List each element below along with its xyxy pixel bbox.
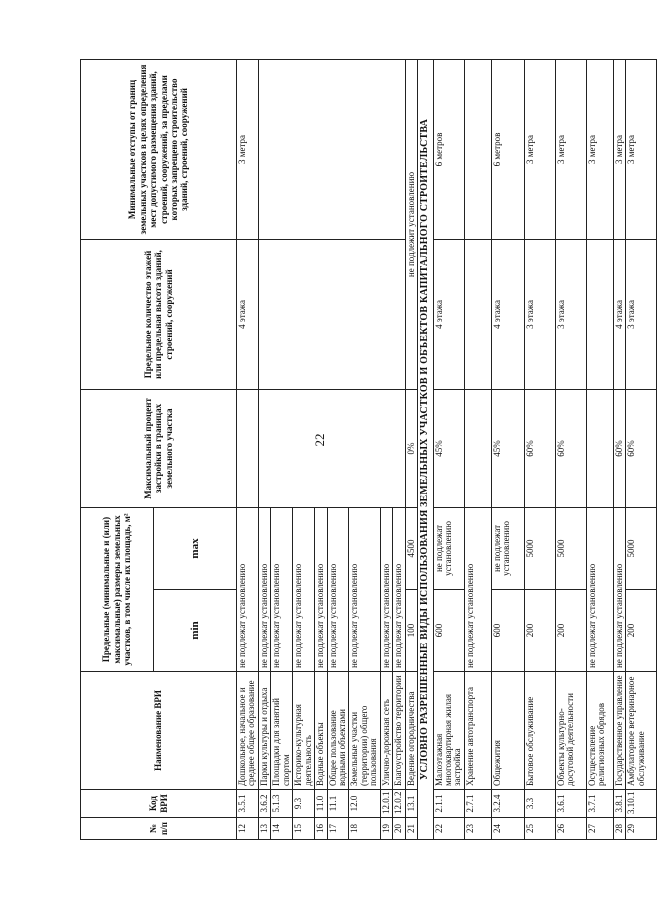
cell-setback [464,59,491,239]
cell-area: не подлежат установлению [349,507,380,671]
cell-num: 29 [626,818,657,840]
cell-name: Водные объекты [315,672,327,790]
cell-name: Бытовое обслуживание [524,672,555,790]
cell-name: Улично-дорожная сеть [380,672,392,790]
cell-setback: 3 метра [237,59,259,239]
cell-name: Ведение огородничества [405,672,417,790]
cell-code: 12.0 [349,790,380,818]
cell-area: не подлежат установлению [237,507,259,671]
cell-min: 100 [405,590,417,672]
cell-floors: 4 этажа [491,239,524,389]
cell-num: 12 [237,818,259,840]
cell-code: 3.7.1 [586,790,613,818]
cell-name: Историко-культурная деятельность [293,672,315,790]
table-row [491,59,524,839]
cell-num: 22 [433,818,464,840]
header-min: min [154,590,237,672]
cell-name: Площадки для занятий спортом [271,672,293,790]
cell-min: 200 [524,590,555,672]
cell-name: Малоэтажная многоквартирная жилая застройка [433,672,464,790]
cell-code: 3.5.1 [237,790,259,818]
cell-num: 14 [271,818,293,840]
cell-name: Парки культуры и отдыха [258,672,270,790]
cell-name: Дошкольное, начальное и среднее общее образование [237,672,259,790]
cell-area: не подлежат установлению [315,507,327,671]
cell-floors [464,239,491,389]
table-row [613,59,625,839]
cell-num: 21 [405,818,417,840]
cell-setback: 3 метра [613,59,625,239]
cell-min: 200 [555,590,586,672]
cell-name: Земельные участки (территории) общего пользования [349,672,380,790]
cell-num: 19 [380,818,392,840]
cell-area: не подлежат установлению [380,507,392,671]
cell-floors [586,239,613,389]
header-percent: Максимальный процент застройки в границах земельного участка [81,389,237,507]
cell-percent [464,389,491,507]
cell-code: 3.6.1 [555,790,586,818]
table-row [626,59,657,839]
cell-floors-setback: не подлежит установлению [405,59,417,389]
zoning-table [80,59,657,840]
cell-percent: 45% [491,389,524,507]
table-row [258,59,270,839]
header-num: № п/п [81,818,237,840]
cell-name: Осуществление религиозных обрядов [586,672,613,790]
table-row [524,59,555,839]
cell-code: 3.3 [524,790,555,818]
cell-percent: 60% [613,389,625,507]
table-row [464,59,491,839]
cell-num: 16 [315,818,327,840]
cell-num: 24 [491,818,524,840]
cell-max: 4500 [405,507,417,589]
cell-code: 3.6.2 [258,790,270,818]
cell-setback: 3 метра [524,59,555,239]
cell-num: 18 [349,818,380,840]
cell-name: Государственное управление [613,672,625,790]
cell-num: 13 [258,818,270,840]
cell-code: 12.0.1 [380,790,392,818]
cell-area: не подлежат установлению [271,507,293,671]
cell-floors: 4 этажа [433,239,464,389]
cell-floors: 4 этажа [613,239,625,389]
cell-area: не подлежат установлению [327,507,349,671]
cell-num: 28 [613,818,625,840]
cell-code: 2.1.1 [433,790,464,818]
cell-code: 3.10.1 [626,790,657,818]
section-header-row [418,59,434,839]
cell-code: 2.7.1 [464,790,491,818]
cell-percent: 0% [405,389,417,507]
table-row [405,59,417,839]
header-setback: Минимальные отступы от границ земельных участков в целях определения мест допустимого размещения зданий, строений, сооружений, за пределами которых запрещено строительство зданий, строений, сооружений [81,59,237,239]
cell-num: 23 [464,818,491,840]
cell-floors: 3 этажа [626,239,657,389]
header-area: Предельные (минимальные и (или) максимальные) размеры земельных участков, в том числе их площадь, м² [81,507,154,671]
cell-area: не подлежат установлению [258,507,270,671]
section-title: УСЛОВНО РАЗРЕШЕННЫЕ ВИДЫ ИСПОЛЬЗОВАНИЯ ЗЕМЕЛЬНЫХ УЧАСТКОВ И ОБЪЕКТОВ КАПИТАЛЬНОГО СТРОИТЕЛЬСТВА [418,59,434,839]
cell-setback: 6 метров [433,59,464,239]
header-max: max [154,507,237,589]
cell-setback [258,59,405,239]
cell-name: Амбулаторное ветеринарное обслуживание [626,672,657,790]
cell-max: 5000 [524,507,555,589]
cell-code: 9.3 [293,790,315,818]
cell-min: 600 [491,590,524,672]
rotated-table-container [80,60,646,840]
cell-code: 11.0 [315,790,327,818]
header-code: Код ВРИ [81,790,237,818]
cell-floors: 3 этажа [524,239,555,389]
cell-floors: 3 этажа [555,239,586,389]
cell-code: 5.1.3 [271,790,293,818]
table-row [586,59,613,839]
cell-percent [258,389,405,507]
cell-setback: 3 метра [586,59,613,239]
table-row [237,59,259,839]
table-row [555,59,586,839]
cell-name: Хранение автотранспорта [464,672,491,790]
cell-name: Благоустройство территории [393,672,405,790]
cell-num: 15 [293,818,315,840]
cell-max: не подлежат установлению [491,507,524,589]
cell-percent: 60% [626,389,657,507]
cell-setback: 3 метра [555,59,586,239]
cell-area: не подлежат установлению [293,507,315,671]
cell-percent [586,389,613,507]
cell-num: 26 [555,818,586,840]
cell-code: 3.8.1 [613,790,625,818]
cell-area: не подлежат установлению [613,507,625,671]
cell-percent: 60% [524,389,555,507]
cell-code: 11.1 [327,790,349,818]
cell-name: Общее пользование водными объектами [327,672,349,790]
cell-num: 27 [586,818,613,840]
cell-code: 13.1 [405,790,417,818]
cell-area: не подлежат установлению [393,507,405,671]
cell-percent: 60% [555,389,586,507]
cell-name: Общежития [491,672,524,790]
cell-max: 5000 [626,507,657,589]
cell-percent [237,389,259,507]
cell-num: 20 [393,818,405,840]
cell-min: 200 [626,590,657,672]
cell-min: 600 [433,590,464,672]
cell-floors [258,239,405,389]
cell-floors: 4 этажа [237,239,259,389]
cell-area: не подлежат установлению [586,507,613,671]
cell-code: 12.0.2 [393,790,405,818]
header-floors: Предельное количество этажей или предельная высота зданий, строений, сооружений [81,239,237,389]
page-number: 22 [312,433,327,447]
cell-num: 17 [327,818,349,840]
cell-percent: 45% [433,389,464,507]
cell-num: 25 [524,818,555,840]
cell-area: не подлежат установлению [464,507,491,671]
cell-max: не подлежат установлению [433,507,464,589]
cell-setback: 3 метра [626,59,657,239]
cell-name: Объекты культурно-досуговой деятельности [555,672,586,790]
cell-max: 5000 [555,507,586,589]
header-name: Наименование ВРИ [81,672,237,790]
table-row [433,59,464,839]
cell-code: 3.2.4 [491,790,524,818]
cell-setback: 6 метров [491,59,524,239]
